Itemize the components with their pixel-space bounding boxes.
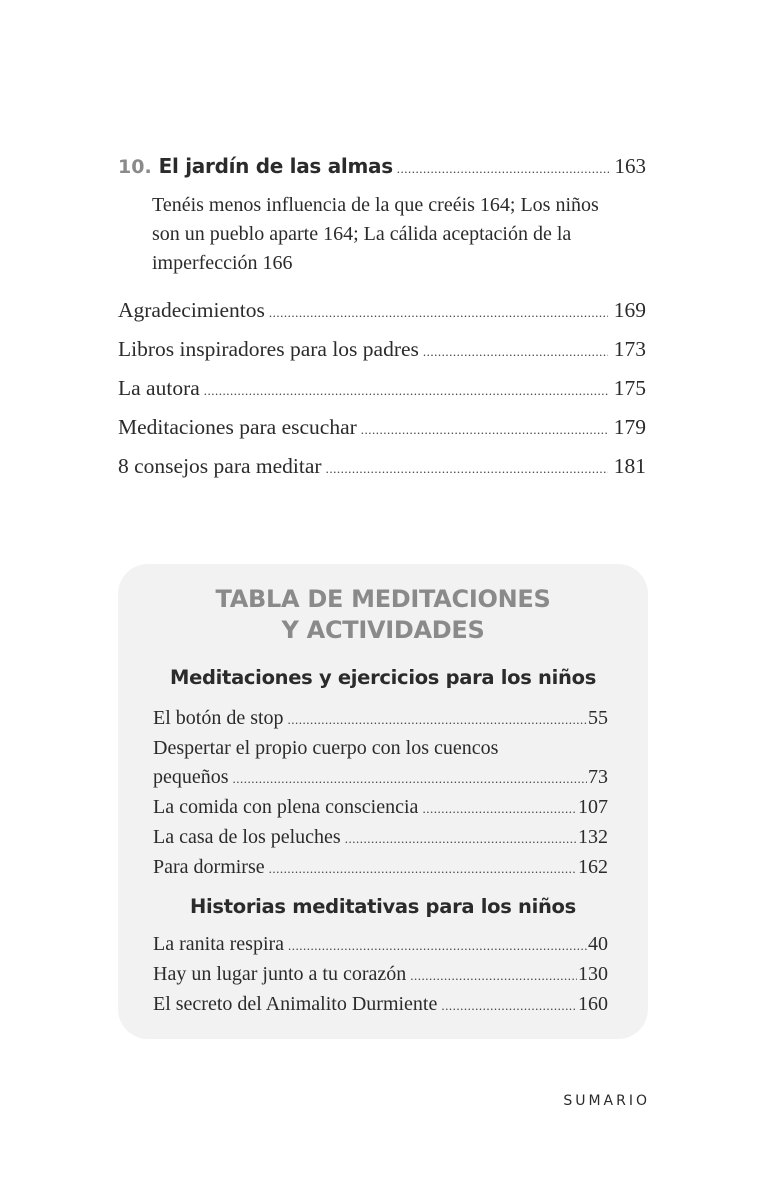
dot-leader [345,824,577,853]
list-item [153,853,608,883]
chapter-number: 10. [118,156,152,178]
dot-leader [326,450,608,487]
item-label: El botón de stop [153,707,284,729]
dot-leader [422,794,577,823]
dot-leader [410,961,577,990]
box-title-line: TABLA DE MEDITACIONES [215,585,551,613]
toc-page: 179 [613,415,646,439]
dot-leader [269,294,608,331]
item-page: 160 [578,993,608,1015]
toc-row [118,448,646,487]
dot-leader [204,372,608,409]
toc-label: Agradecimientos [118,298,265,322]
item-label: El secreto del Animalito Durmiente [153,993,438,1015]
chapter-heading-row [118,152,646,183]
item-label: pequeños [153,766,229,788]
item-label: Hay un lugar junto a tu corazón [153,963,407,985]
chapter-title: El jardín de las almas [158,154,393,178]
item-label: La comida con plena consciencia [153,796,419,818]
item-page: 130 [578,963,608,985]
toc-label: Libros inspiradores para los padres [118,337,419,361]
item-page: 55 [588,707,608,729]
toc-page: 181 [613,454,646,478]
dot-leader [423,333,608,370]
dot-leader [288,705,587,734]
toc-label: La autora [118,376,200,400]
dot-leader [397,155,609,183]
chapter-entry [118,152,646,278]
item-page: 162 [578,856,608,878]
dot-leader [361,411,608,448]
chapter-page: 163 [614,154,646,178]
list-item [153,704,608,734]
section-heading: Meditaciones y ejercicios para los niños [169,666,597,689]
toc-page: 173 [613,337,646,361]
list-item [153,990,608,1020]
toc-row [118,409,646,448]
list-item [153,930,608,960]
list-item [153,763,608,793]
box-title-line: Y ACTIVIDADES [281,616,485,644]
section-heading: Historias meditativas para los niños [190,895,576,918]
dot-leader [269,854,577,883]
toc-row [118,331,646,370]
item-label: Para dormirse [153,856,265,878]
section-list [153,930,608,1020]
section-list [153,704,608,883]
toc-row [118,370,646,409]
toc-page: 175 [613,376,646,400]
item-label: La casa de los peluches [153,826,341,848]
meditations-box [118,564,648,1039]
toc-label: 8 consejos para meditar [118,454,322,478]
chapter-summary: Tenéis menos influencia de la que creéis 164; Los niños son un pueblo aparte 164; La cálida aceptación de la imperfección 166 [152,194,599,274]
toc-row [118,292,646,331]
list-item [153,793,608,823]
item-page: 132 [578,826,608,848]
item-page: 107 [578,796,608,818]
item-label: Despertar el propio cuerpo con los cuencos [153,737,499,759]
dot-leader [288,931,587,960]
dot-leader [441,991,577,1020]
toc-label: Meditaciones para escuchar [118,415,357,439]
box-title [118,584,648,646]
item-page: 73 [588,766,608,788]
toc-page: 169 [613,298,646,322]
list-item [153,823,608,853]
item-page: 40 [588,933,608,955]
running-head: SUMARIO [563,1093,650,1109]
dot-leader [233,764,587,793]
toc-list [118,292,646,487]
item-label: La ranita respira [153,933,285,955]
list-item [153,960,608,990]
